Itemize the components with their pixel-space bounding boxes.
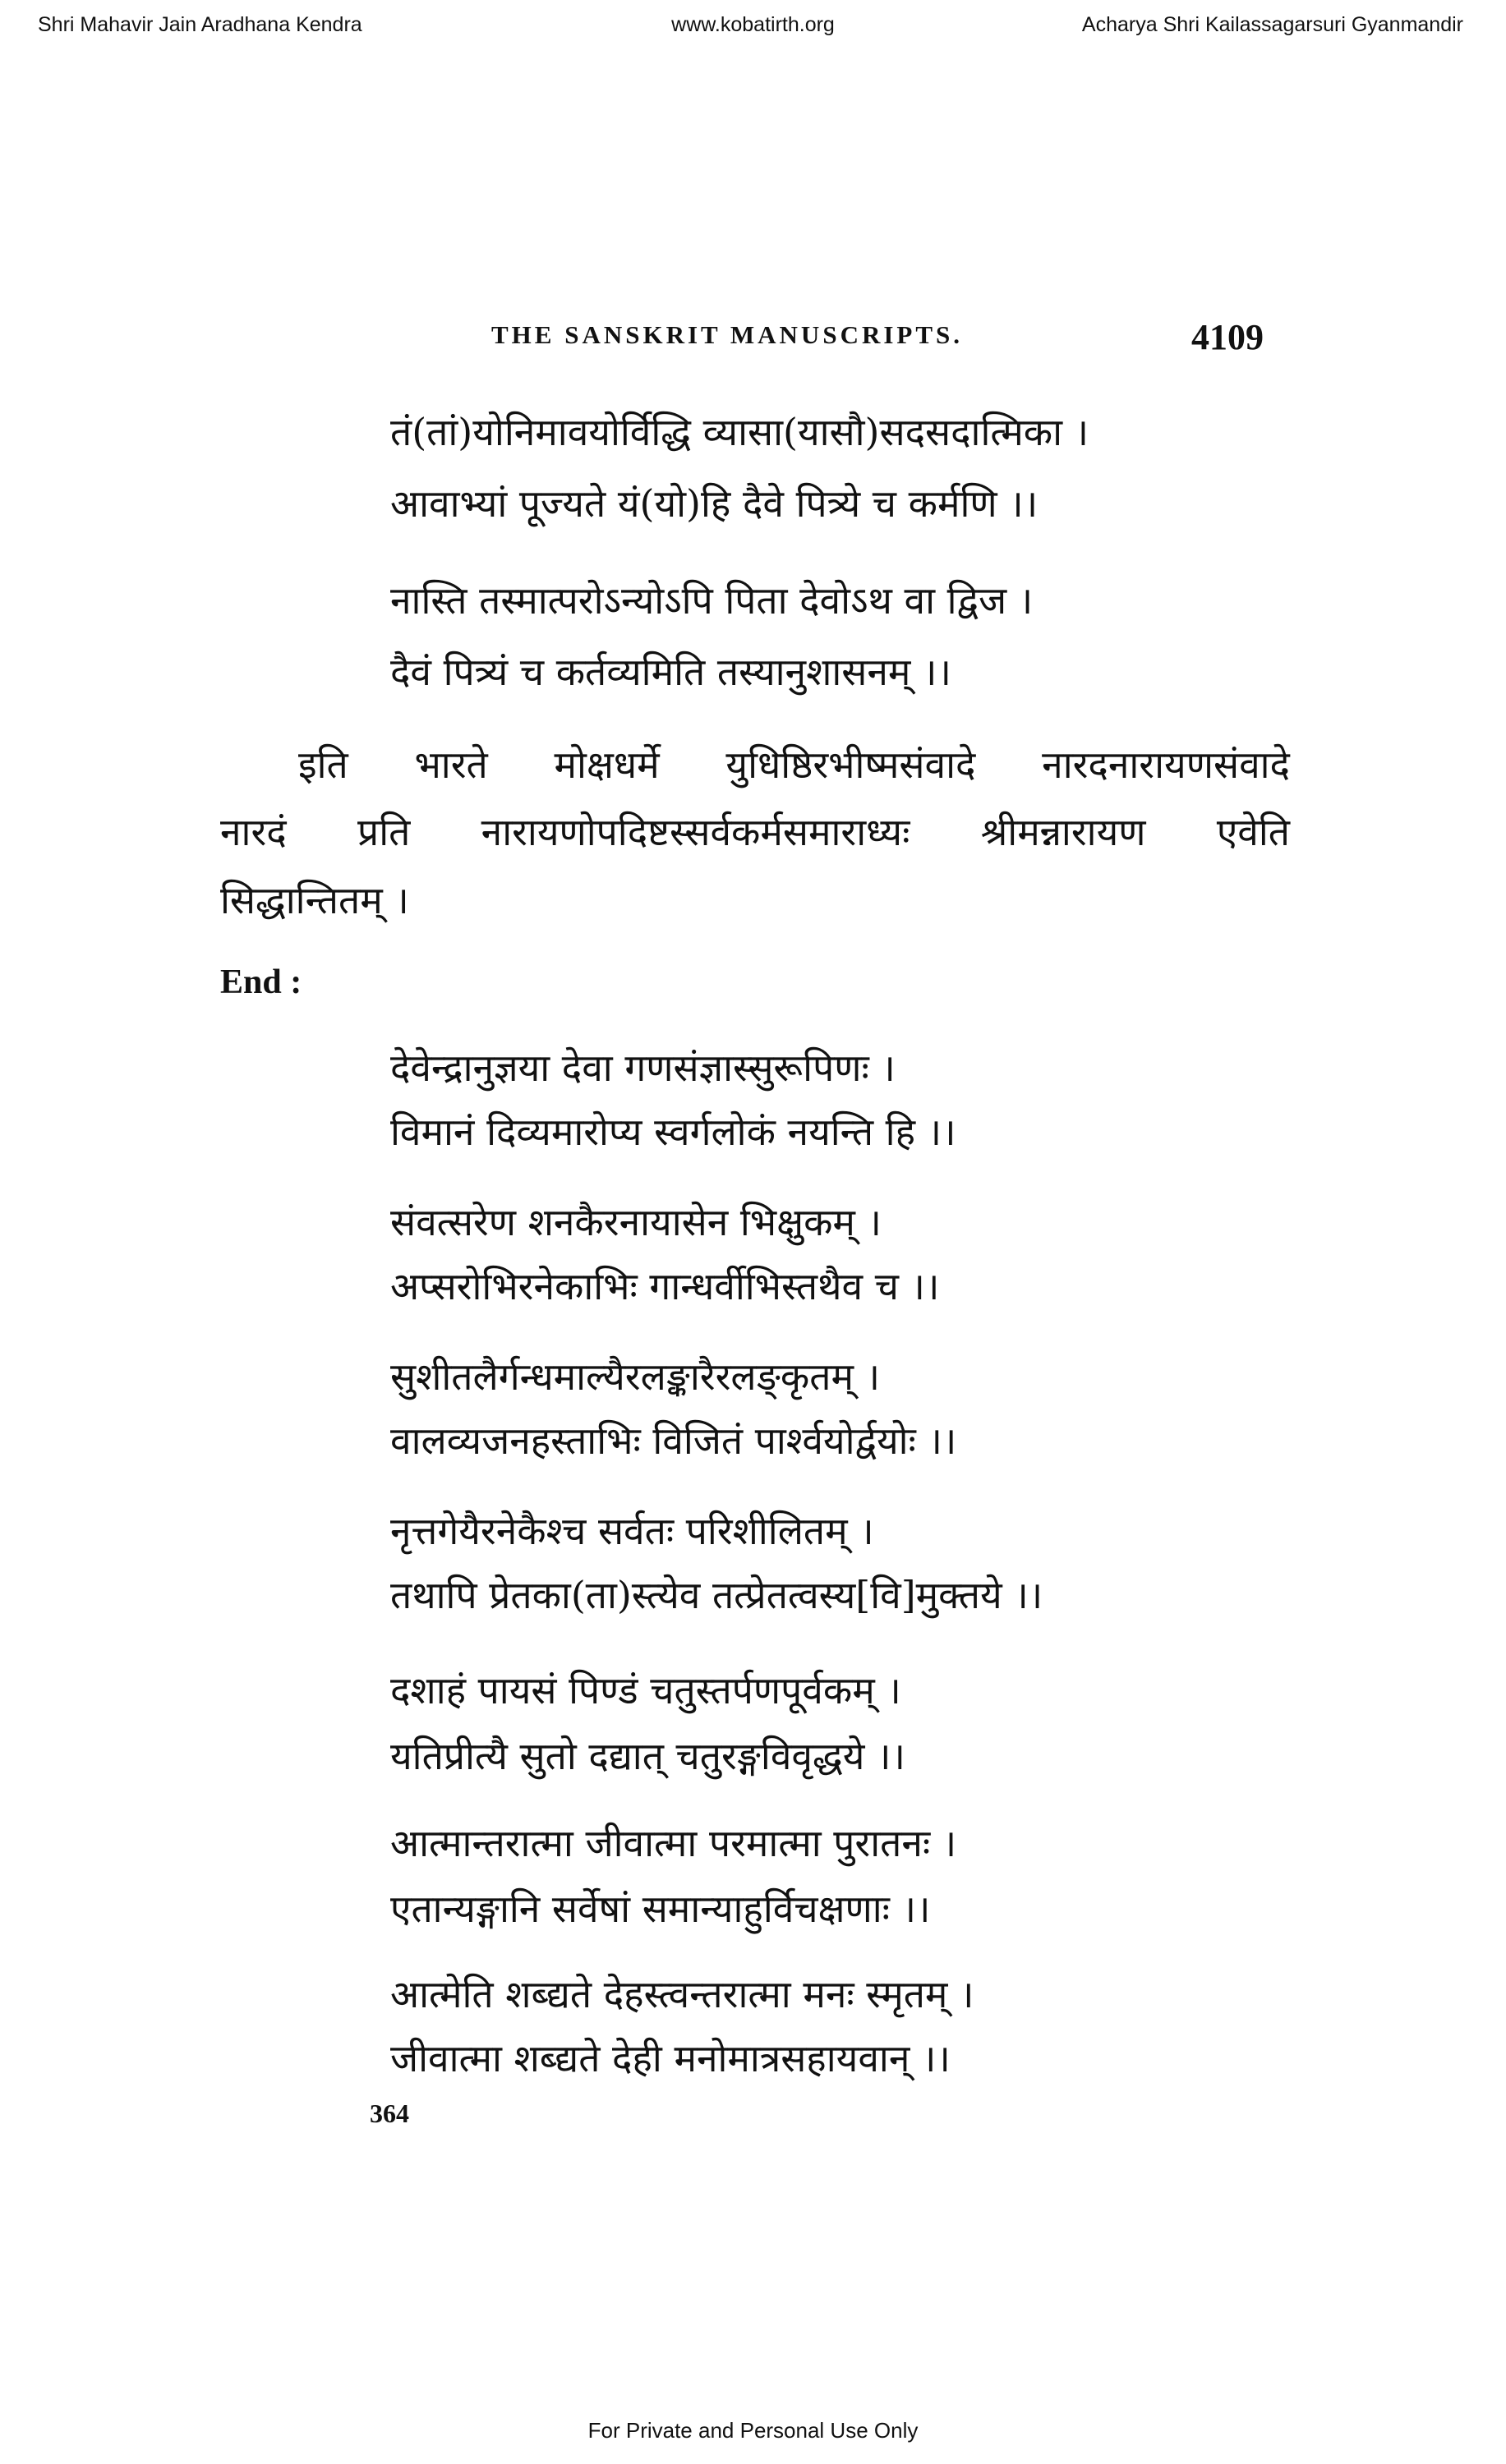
verse-line: देवेन्द्रानुज्ञया देवा गणसंज्ञास्सुरूपिणः ।	[390, 1046, 896, 1090]
verse-line: विमानं दिव्यमारोप्य स्वर्गलोकं नयन्ति हि ।।	[390, 1110, 956, 1154]
verse-line: नास्ति तस्मात्परोऽन्योऽपि पिता देवोऽथ वा द्विज ।	[390, 578, 1034, 623]
colophon-line: नारदं प्रति नारायणोपदिष्टस्सर्वकर्मसमाराध्यः श्रीमन्नारायण एवेति	[220, 810, 1290, 854]
verse-line: एतान्यङ्गानि सर्वेषां समान्याहुर्विचक्षणाः ।।	[390, 1887, 931, 1931]
verse-line: संवत्सरेण शनकैरनायासेन भिक्षुकम् ।	[390, 1200, 882, 1244]
verse-line: अप्सरोभिरनेकाभिः गान्धर्वीभिस्तथैव च ।।	[390, 1264, 940, 1308]
colophon-line: सिद्धान्तितम् ।	[220, 878, 409, 922]
folio-number: 364	[370, 2099, 409, 2128]
verse-line: नृत्तगेयैरनेकैश्च सर्वतः परिशीलितम् ।	[390, 1509, 874, 1553]
verse-line: आत्मेति शब्द्यते देहस्त्वन्तरात्मा मनः स्मृतम् ।	[390, 1972, 974, 2016]
watermark-right: Acharya Shri Kailassagarsuri Gyanmandir	[1081, 13, 1463, 36]
colophon-line: इति भारते मोक्षधर्मे युधिष्ठिरभीष्मसंवादे नारदनारायणसंवादे	[298, 742, 1290, 787]
verse-line: दशाहं पायसं पिण्डं चतुस्तर्पणपूर्वकम् ।	[390, 1668, 901, 1712]
verse-line: जीवात्मा शब्द्यते देही मनोमात्रसहायवान् ।।	[390, 2036, 951, 2080]
footer-note: For Private and Personal Use Only	[587, 2418, 919, 2443]
end-label: End :	[220, 963, 302, 1001]
verse-line: तथापि प्रेतका(ता)स्त्येव तत्प्रेतत्वस्य[वि]मुक्तये ।।	[390, 1573, 1043, 1617]
verse-line: वालव्यजनहस्ताभिः विजितं पार्श्वयोर्द्वयोः ।।	[390, 1418, 957, 1463]
watermark-left: Shri Mahavir Jain Aradhana Kendra	[38, 13, 362, 36]
verse-line: सुशीतलैर्गन्धमाल्यैरलङ्कारैरलङ्कृतम् ।	[390, 1354, 881, 1399]
verse-line: यतिप्रीत्यै सुतो दद्यात् चतुरङ्गविवृद्धये ।।	[390, 1734, 905, 1778]
running-head: THE SANSKRIT MANUSCRIPTS.	[491, 320, 964, 349]
verse-line: आवाभ्यां पूज्यते यं(यो)हि दैवे पित्र्ये च कर्मणि ।।	[390, 481, 1039, 526]
verse-line: तं(तां)योनिमावयोर्विद्धि व्यासा(यासौ)सदसदात्मिका ।	[390, 410, 1089, 454]
page-number: 4109	[1191, 317, 1264, 357]
watermark-center: www.kobatirth.org	[671, 13, 835, 36]
verse-line: आत्मान्तरात्मा जीवात्मा परमात्मा पुरातनः ।	[390, 1821, 957, 1865]
verse-line: दैवं पित्र्यं च कर्तव्यमिति तस्यानुशासनम् ।।	[390, 650, 951, 694]
